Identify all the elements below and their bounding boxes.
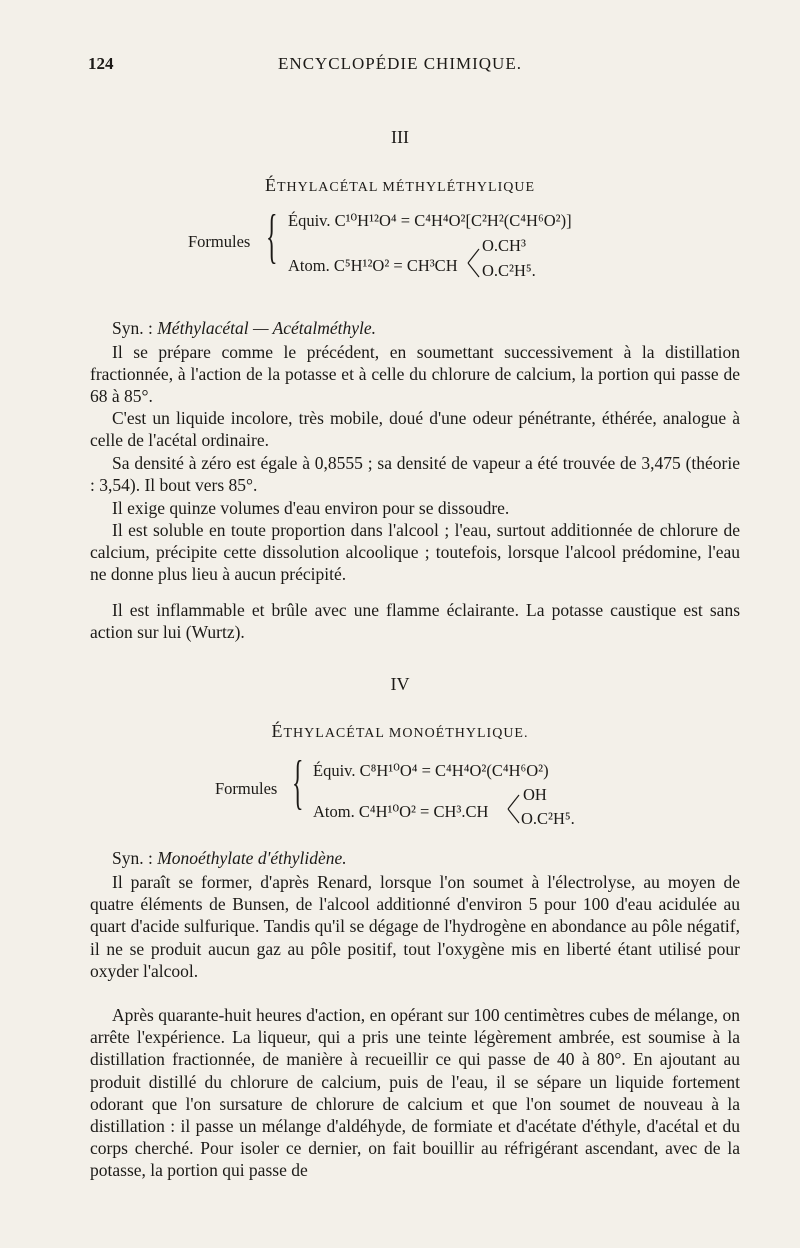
- synonyms-4: [112, 848, 347, 869]
- paragraph: C'est un liquide incolore, très mobile, doué d'une odeur pénétrante, éthérée, analogue à celle de l'acétal ordinaire.: [90, 408, 740, 451]
- atom-formula-4: Atom. C⁴H¹⁰O² = CH³.CH: [313, 802, 489, 821]
- branch-bottom-3: O.C²H⁵.: [482, 261, 536, 280]
- paragraph: Sa densité à zéro est égale à 0,8555 ; sa densité de vapeur a été trouvée de 3,475 (théorie : 3,54). Il bout vers 85°.: [90, 453, 740, 496]
- page-number: 124: [88, 54, 114, 73]
- title-initial: É: [271, 721, 284, 741]
- branch-top-4: OH: [523, 785, 547, 804]
- branch-icon: [507, 792, 521, 826]
- branch-top-3: O.CH³: [482, 236, 526, 255]
- syn-label: Syn. :: [112, 318, 153, 338]
- title-rest: THYLACÉTAL MÉTHYLÉTHYLIQUE: [276, 180, 536, 195]
- paragraph: Après quarante-huit heures d'action, en opérant sur 100 centimètres cubes de mélange, on arrête l'expérience. La liqueur, qui a pris une teinte légèrement ambrée, est soumise à la distillation fractionnée, de manière à recueillir ce qui passe de 40 à 80°. En ajoutant au produit distillé du chlorure de calcium, puis de l'eau, il se sépare un liquide fortement odorant que l'on sursature de chlorure de calcium et que l'on soumet de nouveau à la distillation : il passe un mélange d'aldéhyde, de formiate et d'acétate d'éthyle, d'acétal et du corps cherché. Pour isoler ce dernier, on fait bouillir au réfrigérant ascendant, avec de la potasse, la portion qui passe de: [90, 1005, 740, 1181]
- section-number-3: III: [391, 127, 409, 147]
- atom-formula-3: Atom. C⁵H¹²O² = CH³CH: [288, 256, 458, 275]
- formulas-label-3: Formules: [188, 232, 251, 251]
- brace-icon: {: [292, 749, 304, 815]
- syn-label: Syn. :: [112, 848, 153, 868]
- syn-text: Monoéthylate d'éthylidène.: [157, 848, 347, 868]
- section-title-4: [0, 721, 800, 742]
- paragraph: Il se prépare comme le précédent, en soumettant successivement à la distillation fractionnée, à l'action de la potasse et à celle du chlorure de calcium, la portion qui passe de 68 à 85°.: [90, 342, 740, 407]
- running-title: ENCYCLOPÉDIE CHIMIQUE.: [278, 54, 522, 73]
- paragraph: Il exige quinze volumes d'eau environ pour se dissoudre.: [112, 498, 510, 518]
- title-rest: THYLACÉTAL MONOÉTHYLIQUE.: [283, 726, 529, 741]
- equiv-formula-3: Équiv. C¹⁰H¹²O⁴ = C⁴H⁴O²[C²H²(C⁴H⁶O²)]: [288, 211, 572, 230]
- formulas-label-4: Formules: [215, 779, 278, 798]
- syn-text: Méthylacétal — Acétalméthyle.: [157, 318, 377, 338]
- section-number-4: IV: [390, 674, 410, 694]
- title-initial: É: [264, 175, 277, 195]
- branch-icon: [467, 246, 481, 280]
- branch-bottom-4: O.C²H⁵.: [521, 809, 575, 828]
- brace-icon: {: [266, 203, 278, 269]
- synonyms-3: [112, 318, 376, 339]
- paragraph: Il est soluble en toute proportion dans l'alcool ; l'eau, surtout additionnée de chlorure de calcium, précipite cette dissolution alcoolique ; toutefois, lorsque l'alcool prédomine, l'eau ne donne plus lieu à aucun précipité.: [90, 520, 740, 585]
- paragraph: Il paraît se former, d'après Renard, lorsque l'on soumet à l'électrolyse, au moyen de quatre éléments de Bunsen, de l'alcool additionné d'environ 5 pour 100 d'eau acidulée au quart d'acide sulfurique. Tandis qu'il se dégage de l'hydrogène en abondance au pôle négatif, il ne se produit aucun gaz au pôle positif, tout l'oxygène mis en liberté étant utilisé pour oxyder l'alcool.: [90, 872, 740, 981]
- paragraph: Il est inflammable et brûle avec une flamme éclairante. La potasse caustique est sans action sur lui (Wurtz).: [90, 600, 740, 643]
- equiv-formula-4: Équiv. C⁸H¹⁰O⁴ = C⁴H⁴O²(C⁴H⁶O²): [313, 761, 549, 780]
- section-title-3: [0, 175, 800, 196]
